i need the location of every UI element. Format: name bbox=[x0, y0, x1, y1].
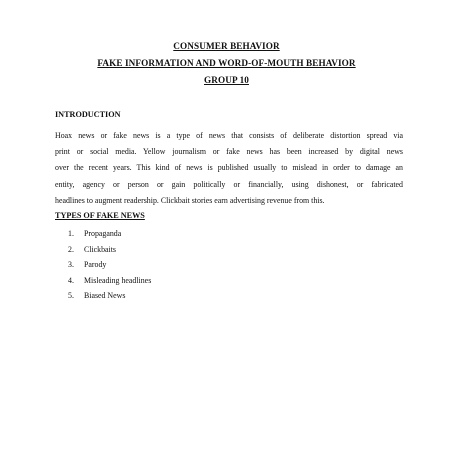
list-item bbox=[68, 242, 151, 258]
introduction-heading: INTRODUCTION bbox=[55, 110, 121, 119]
list-item-label: Misleading headlines bbox=[83, 275, 152, 285]
paragraph-line: Hoax news or fake news is a type of news that consists of deliberate distortion spread via bbox=[55, 131, 403, 140]
list-item-number: 3. bbox=[68, 260, 74, 269]
list-item-number: 4. bbox=[68, 275, 74, 285]
paragraph-line: entity, agency or person or gain politically or financially, using dishonest, or fabricated bbox=[55, 179, 403, 189]
types-list bbox=[68, 226, 151, 304]
list-item bbox=[68, 226, 151, 242]
list-item-label: Biased News bbox=[83, 291, 126, 300]
introduction-paragraph bbox=[55, 128, 403, 209]
types-heading: TYPES OF FAKE NEWS bbox=[55, 211, 145, 220]
list-item bbox=[68, 288, 151, 304]
list-item-number: 2. bbox=[68, 244, 74, 254]
list-item-number: 5. bbox=[68, 291, 74, 300]
list-item-label: Parody bbox=[83, 260, 107, 269]
paragraph-line: over the recent years. This kind of news is published usually to mislead in order to damage an bbox=[55, 163, 403, 173]
paragraph-line: headlines to augment readership. Clickbait stories earn advertising revenue from this. bbox=[55, 195, 325, 205]
list-item bbox=[68, 257, 151, 273]
list-item-number: 1. bbox=[68, 229, 74, 238]
list-item-label: Clickbaits bbox=[83, 244, 116, 254]
course-title: CONSUMER BEHAVIOR bbox=[173, 41, 280, 51]
list-item-label: Propaganda bbox=[83, 229, 122, 238]
group-title: GROUP 10 bbox=[204, 75, 249, 85]
paragraph-line: print or social media. Yellow journalism or fake news has been increased by digital news bbox=[55, 147, 403, 157]
topic-title: FAKE INFORMATION AND WORD-OF-MOUTH BEHAVIOR bbox=[97, 58, 356, 68]
list-item bbox=[68, 273, 151, 289]
